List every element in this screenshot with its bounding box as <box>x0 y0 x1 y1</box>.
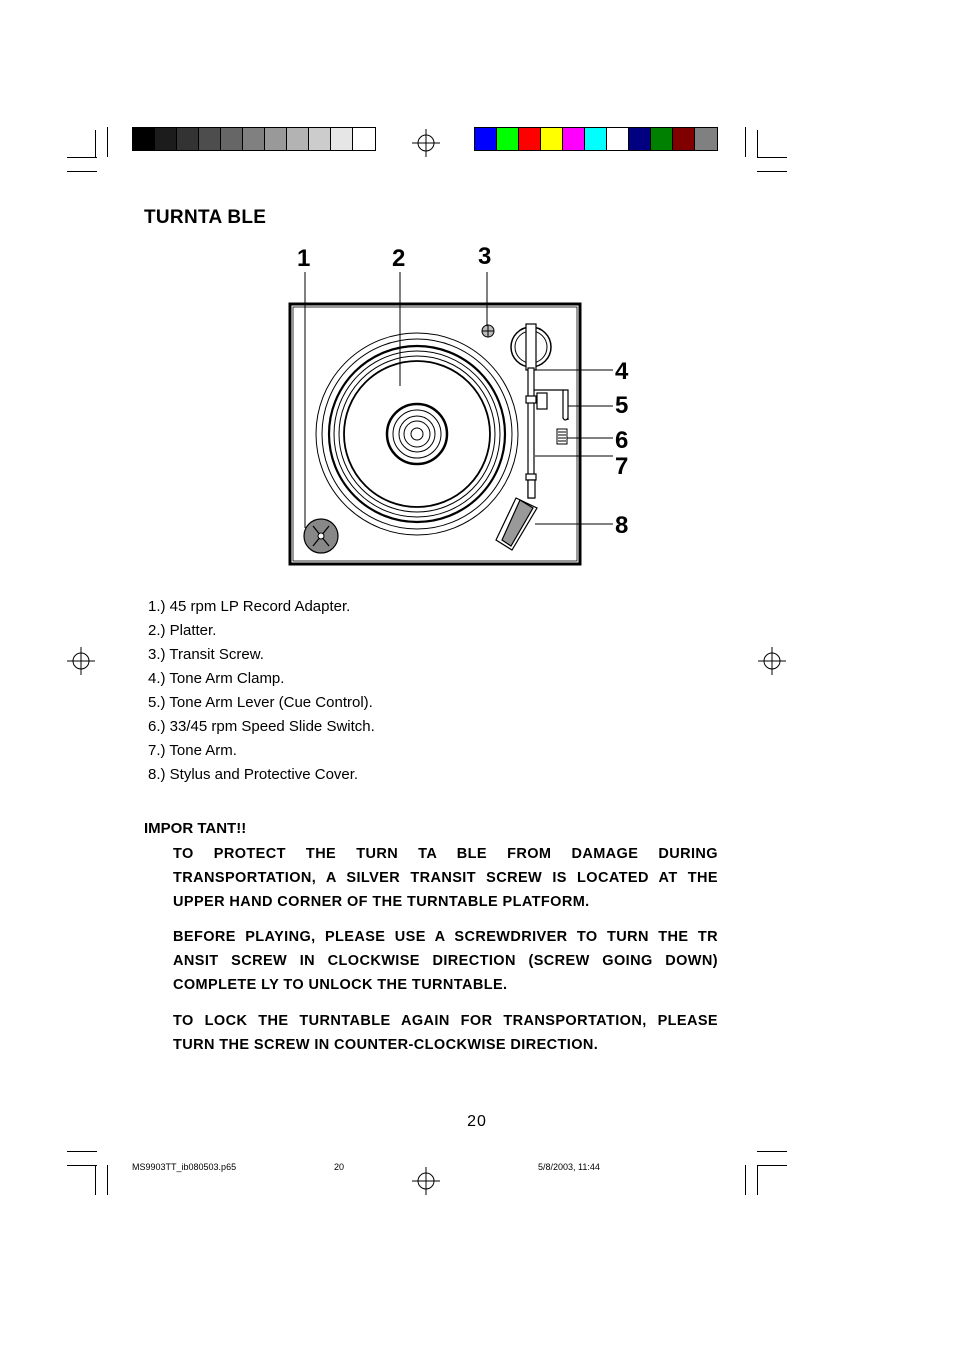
footer-page: 20 <box>334 1162 345 1172</box>
color-swatch <box>695 128 717 150</box>
gray-swatch <box>265 128 287 150</box>
registration-mark-icon <box>412 129 440 157</box>
registration-mark-icon <box>67 647 95 675</box>
crop-mark <box>757 1151 787 1152</box>
callout-4: 4 <box>615 358 629 385</box>
crop-mark <box>757 130 758 158</box>
callout-3: 3 <box>478 243 492 270</box>
color-swatch <box>651 128 673 150</box>
color-swatch <box>629 128 651 150</box>
speed-switch <box>557 429 567 444</box>
grayscale-calibration-bar <box>132 127 376 151</box>
registration-mark-icon <box>758 647 786 675</box>
record-adapter-icon <box>304 519 338 553</box>
color-calibration-bar <box>474 127 718 151</box>
color-swatch <box>673 128 695 150</box>
list-item: 6.) 33/45 rpm Speed Slide Switch. <box>148 718 375 735</box>
gray-swatch <box>243 128 265 150</box>
list-item: 3.) Transit Screw. <box>148 646 264 663</box>
list-item: 7.) Tone Arm. <box>148 742 237 759</box>
page-number: 20 <box>467 1113 487 1130</box>
color-swatch <box>607 128 629 150</box>
callout-8: 8 <box>615 512 629 539</box>
gray-swatch <box>199 128 221 150</box>
gray-swatch <box>309 128 331 150</box>
transit-screw-icon <box>482 325 494 337</box>
crop-mark <box>95 130 96 158</box>
gray-swatch <box>331 128 353 150</box>
important-heading: IMPOR TANT!! <box>144 820 247 837</box>
crop-mark <box>67 1165 97 1166</box>
crop-mark <box>757 171 787 172</box>
crop-mark <box>757 1165 758 1195</box>
callout-6: 6 <box>615 427 629 454</box>
page-title: TURNTA BLE <box>144 207 267 228</box>
crop-mark <box>67 171 97 172</box>
callout-2: 2 <box>392 245 406 272</box>
footer-datetime: 5/8/2003, 11:44 <box>538 1162 600 1172</box>
color-swatch <box>541 128 563 150</box>
gray-swatch <box>133 128 155 150</box>
crop-mark <box>757 157 787 158</box>
callout-5: 5 <box>615 392 629 419</box>
important-paragraph: TO PROTECT THE TURN TA BLE FROM DAMAGE DURING TRANSPORTATION, A SILVER TRANSIT SCREW IS LOCATED AT THE UPPER HAND CORNER OF THE TURNTABLE PLATFORM. <box>173 846 718 910</box>
important-paragraph: BEFORE PLAYING, PLEASE USE A SCREWDRIVER TO TURN THE TR ANSIT SCREW IN CLOCKWISE DIRECTION (SCREW GOING DOWN) COMPLETE LY TO UNLOCK THE TURNTABLE. <box>173 929 718 993</box>
gray-swatch <box>155 128 177 150</box>
crop-mark <box>67 1151 97 1152</box>
parts-list <box>148 597 375 789</box>
color-swatch <box>475 128 497 150</box>
gray-swatch <box>287 128 309 150</box>
gray-swatch <box>177 128 199 150</box>
turntable-diagram <box>280 260 640 580</box>
list-item: 2.) Platter. <box>148 622 217 639</box>
crop-mark <box>95 1165 96 1195</box>
list-item: 4.) Tone Arm Clamp. <box>148 670 285 687</box>
crop-mark <box>107 1165 108 1195</box>
callout-7: 7 <box>615 453 629 480</box>
list-item: 5.) Tone Arm Lever (Cue Control). <box>148 694 373 711</box>
crop-mark <box>67 157 97 158</box>
crop-mark <box>107 127 108 157</box>
crop-mark <box>757 1165 787 1166</box>
color-swatch <box>497 128 519 150</box>
gray-swatch <box>221 128 243 150</box>
color-swatch <box>519 128 541 150</box>
registration-mark-icon <box>412 1167 440 1195</box>
important-paragraph: TO LOCK THE TURNTABLE AGAIN FOR TRANSPORTATION, PLEASE TURN THE SCREW IN COUNTER-CLOCKWISE DIRECTION. <box>173 1013 718 1053</box>
crop-mark <box>745 127 746 157</box>
crop-mark <box>745 1165 746 1195</box>
tone-arm <box>526 368 536 498</box>
color-swatch <box>585 128 607 150</box>
callout-1: 1 <box>297 245 311 272</box>
footer-filename: MS9903TT_ib080503.p65 <box>132 1162 237 1172</box>
gray-swatch <box>353 128 375 150</box>
list-item: 8.) Stylus and Protective Cover. <box>148 766 359 783</box>
list-item: 1.) 45 rpm LP Record Adapter. <box>148 598 351 615</box>
color-swatch <box>563 128 585 150</box>
